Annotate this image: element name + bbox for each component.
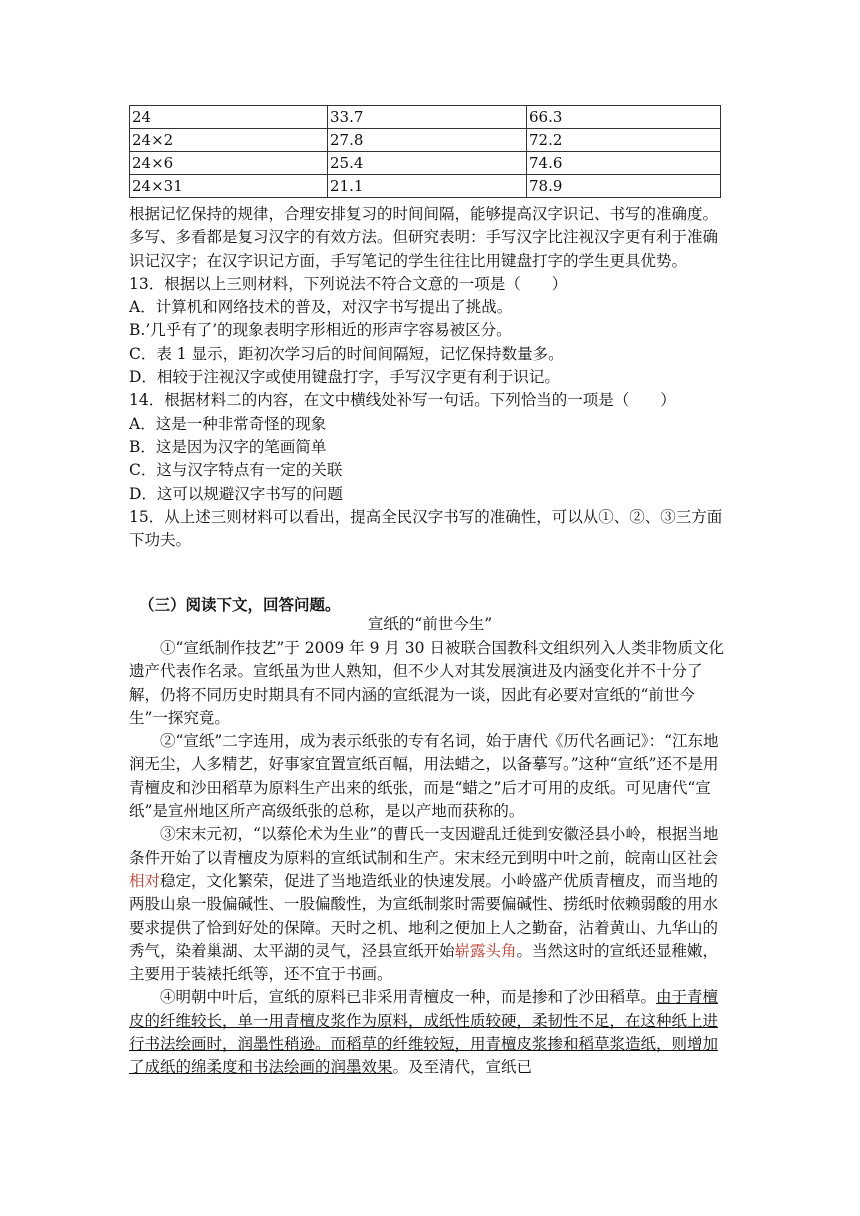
table-cell: 24 <box>130 106 328 129</box>
article-title: 宣纸的“前世今生” <box>367 615 493 633</box>
p4-text: ④明朝中叶后，宣纸的原料已非采用青檀皮一种，而是掺和了沙田稻草。 <box>160 988 657 1007</box>
q14-option-d: D．这可以规避汉字书写的问题 <box>129 484 343 503</box>
table-cell: 66.3 <box>527 106 721 129</box>
table-row <box>130 152 721 175</box>
intro-paragraph: 根据记忆保持的规律，合理安排复习的时间间隔，能够提高汉字识记、书写的准确度。多写、多看都是复习汉字的有效方法。但研究表明：手写汉字比注视汉字更有利于准确识记汉字；在汉字识记方面，手写笔记的学生往往比用键盘打字的学生更具优势。 <box>129 205 719 270</box>
section-heading: （三）阅读下文，回答问题。 <box>139 595 341 614</box>
table-cell: 27.8 <box>328 129 527 152</box>
highlighted-word-zhanlutoujiao: 崭露头角 <box>454 941 517 960</box>
q14-stem: 14．根据材料二的内容，在文中横线处补写一句话。下列恰当的一项是（ ） <box>129 391 676 410</box>
q14-option-b: B．这是因为汉字的笔画简单 <box>129 437 327 456</box>
article-body <box>129 637 729 1080</box>
q14-option-a: A．这是一种非常奇怪的现象 <box>129 414 327 433</box>
p3-text: 稳定，文化繁荣，促进了当地造纸业的快速发展。小岭盛产优质青檀皮，而当地的两股山泉一股偏碱性、一股偏酸性，为宣纸制浆时需要偏碱性、捞纸时依赖弱酸的用水要求提供了恰到好处的保障。天时之机、地利之便加上人之勤奋，沾着黄山、九华山的秀气，染着巢湖、太平湖的灵气，泾县宣纸开始 <box>129 871 719 960</box>
table-row <box>130 129 721 152</box>
p4-text: 。及至清代，宣纸已 <box>392 1058 533 1077</box>
table-cell: 25.4 <box>328 152 527 175</box>
q13-stem: 13．根据以上三则材料，下列说法不符合文意的一项是（ ） <box>129 274 568 293</box>
memory-retention-table <box>129 105 721 198</box>
table-cell: 72.2 <box>527 129 721 152</box>
p3-text: 。当然这时的宣纸还显稚嫩，主要用于装裱托纸等，还不宜于书画。 <box>129 941 719 984</box>
table-cell: 24×2 <box>130 129 328 152</box>
underlined-sentence: 由于青檀皮的纤维较长，单一用青檀皮浆作为原料，成纸性质较硬，柔韧性不足，在这种纸上进行书法绘画时，润墨性稍逊。而稻草的纤维较短，用青檀皮浆掺和稻草浆造纸，则增加了成纸的绵柔度和书法绘画的润墨效果 <box>129 988 719 1077</box>
questions-block <box>129 203 729 552</box>
article-paragraph-3 <box>129 823 729 986</box>
article-paragraph-2: ②“宣纸”二字连用，成为表示纸张的专有名词，始于唐代《历代名画记》：“江东地润无尘，人多精艺，好事家宜置宣纸百幅，用法蜡之，以备摹写。”这种“宣纸”还不是用青檀皮和沙田稻草为原料生产出来的纸张，而是“蜡之”后才可用的皮纸。可见唐代“宣纸”是宣州地区所产高级纸张的总称，是以产地而获称的。 <box>129 732 719 821</box>
p3-text: ③宋末元初，“以蔡伦术为生业”的曹氏一支因避乱迁徙到安徽泾县小岭，根据当地条件开始了以青檀皮为原料的宣纸试制和生产。宋末经元到明中叶之前，皖南山区社会 <box>129 825 719 867</box>
table-cell: 24×6 <box>130 152 328 175</box>
q13-option-c: C．表 1 显示，距初次学习后的时间间隔短，记忆保持数量多。 <box>129 344 564 363</box>
table-cell: 78.9 <box>527 175 721 198</box>
table-cell: 21.1 <box>328 175 527 198</box>
table-cell: 24×31 <box>130 175 328 198</box>
article-paragraph-4 <box>129 986 729 1079</box>
q13-option-d: D．相较于注视汉字或使用键盘打字，手写汉字更有利于识记。 <box>129 368 560 387</box>
table-row <box>130 106 721 129</box>
q13-option-b: B.’几乎有了’的现象表明字形相近的形声字容易被区分。 <box>129 321 512 340</box>
q15: 15．从上述三则材料可以看出，提高全民汉字书写的准确性，可以从①、②、③三方面下功夫。 <box>129 507 723 550</box>
article-paragraph-1: ①“宣纸制作技艺”于 2009 年 9 月 30 日被联合国教科文组织列入人类非物质文化遗产代表作名录。宣纸虽为世人熟知，但不少人对其发展演进及内涵变化并不十分了解，仍将不同历史时期具有不同内涵的宣纸混为一谈，因此有必要对宣纸的“前世今生”一探究竟。 <box>129 639 724 727</box>
table-cell: 74.6 <box>527 152 721 175</box>
q13-option-a: A．计算机和网络技术的普及，对汉字书写提出了挑战。 <box>129 298 513 317</box>
q14-option-c: C．这与汉字特点有一定的关联 <box>129 461 343 480</box>
table-row <box>130 175 721 198</box>
table-cell: 33.7 <box>328 106 527 129</box>
highlighted-word-xiangdui: 相对 <box>129 871 161 890</box>
